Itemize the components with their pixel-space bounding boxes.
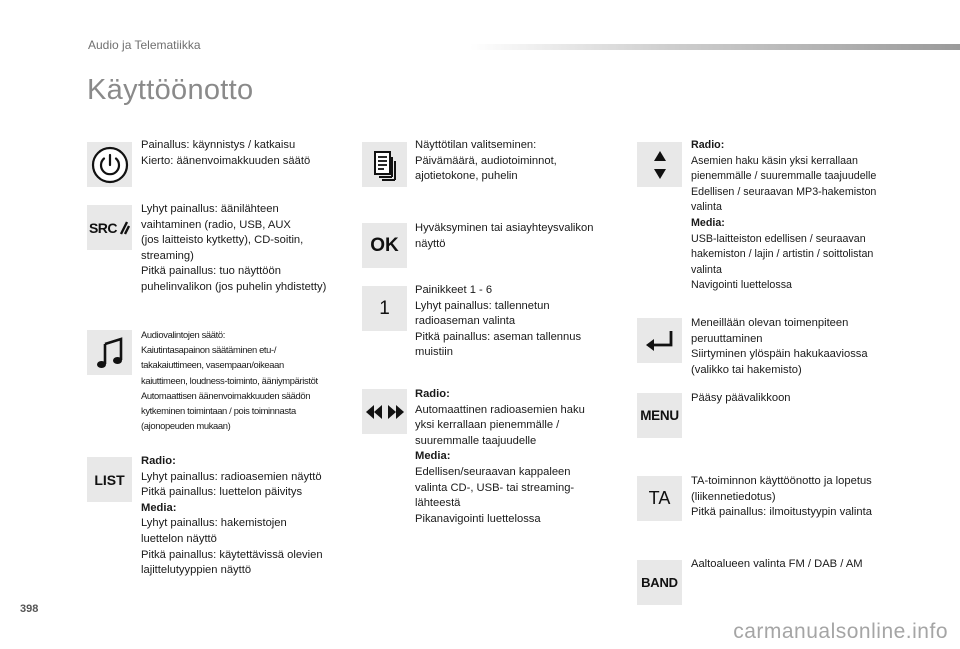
- seek-arrows-icon: [362, 389, 407, 434]
- src-description: Lyhyt painallus: äänilähteen vaihtaminen (radio, USB, AUX (jos laitteisto kytketty), CD-soitin, streaming) Pitkä painallus: tuo näyttöön puhelinvalikon (jos puhelin yhdistetty): [141, 203, 327, 293]
- menu-icon: MENU: [637, 393, 682, 438]
- audio-settings-description: Audiovalintojen säätö: Kaiutintasapainon säätäminen etu-/ takakaiuttimeen, vasempaan/oikeaan kaiuttimeen, loudness-toiminto, ääniympäristöt Automaattisen äänenvoimakkuuden säädön kytkeminen toimintaan / pois toiminnasta (ajonopeuden mukaan): [141, 329, 318, 432]
- ok-icon: OK: [362, 223, 407, 268]
- preset-1-icon: 1: [362, 286, 407, 331]
- preset-description: Painikkeet 1 - 6 Lyhyt painallus: tallennetun radioaseman valinta Pitkä painallus: aseman tallennus muistiin: [415, 284, 582, 359]
- band-description: Aaltoalueen valinta FM / DAB / AM: [691, 558, 863, 570]
- seek-description: Radio: Automaattinen radioasemien haku yksi kerrallaan pienemmälle / suuremmalle taajuudelle Media: Edellisen/seuraavan kappaleen valinta CD-, USB- tai streaming- lähteestä Pikanavigointi luettelossa: [415, 388, 585, 525]
- up-down-arrows-icon: [637, 142, 682, 187]
- back-icon: [637, 318, 682, 363]
- src-icon: SRC: [87, 205, 132, 250]
- back-description: Meneillään olevan toimenpiteen peruuttaminen Siirtyminen ylöspäin hakukaaviossa (valikko tai hakemisto): [691, 317, 868, 376]
- list-description: Radio: Lyhyt painallus: radioasemien näyttö Pitkä painallus: luettelon päivitys Media: Lyhyt painallus: hakemistojen luettelon näyttö Pitkä painallus: käytettävissä olevien lajittelutyyppien näyttö: [141, 455, 323, 577]
- ta-description: TA-toiminnon käyttöönotto ja lopetus (liikennetiedotus) Pitkä painallus: ilmoitustyypin valinta: [691, 475, 872, 519]
- band-icon: BAND: [637, 560, 682, 605]
- display-mode-icon: [362, 142, 407, 187]
- page-title: Käyttöönotto: [87, 74, 254, 106]
- ta-icon: TA: [637, 476, 682, 521]
- watermark: carmanualsonline.info: [733, 620, 948, 643]
- display-mode-description: Näyttötilan valitseminen: Päivämäärä, audiotoiminnot, ajotietokone, puhelin: [415, 139, 557, 183]
- music-note-icon: [87, 330, 132, 375]
- page-number: 398: [20, 603, 39, 615]
- header-gradient-bar: [470, 44, 960, 50]
- power-description: Painallus: käynnistys / katkaisu Kierto: äänenvoimakkuuden säätö: [141, 139, 311, 167]
- section-title: Audio ja Telematiikka: [88, 38, 201, 52]
- power-icon: [87, 142, 132, 187]
- manual-seek-description: Radio: Asemien haku käsin yksi kerrallaan pienemmälle / suuremmalle taajuudelle Edellisen / seuraavan MP3-hakemiston valinta Media: USB-laitteiston edellisen / seuraavan hakemiston / lajin / artistin / soittolistan valinta Navigointi luettelossa: [691, 139, 877, 292]
- list-icon: LIST: [87, 457, 132, 502]
- menu-description: Pääsy päävalikkoon: [691, 392, 791, 404]
- ok-description: Hyväksyminen tai asiayhteysvalikon näyttö: [415, 222, 594, 250]
